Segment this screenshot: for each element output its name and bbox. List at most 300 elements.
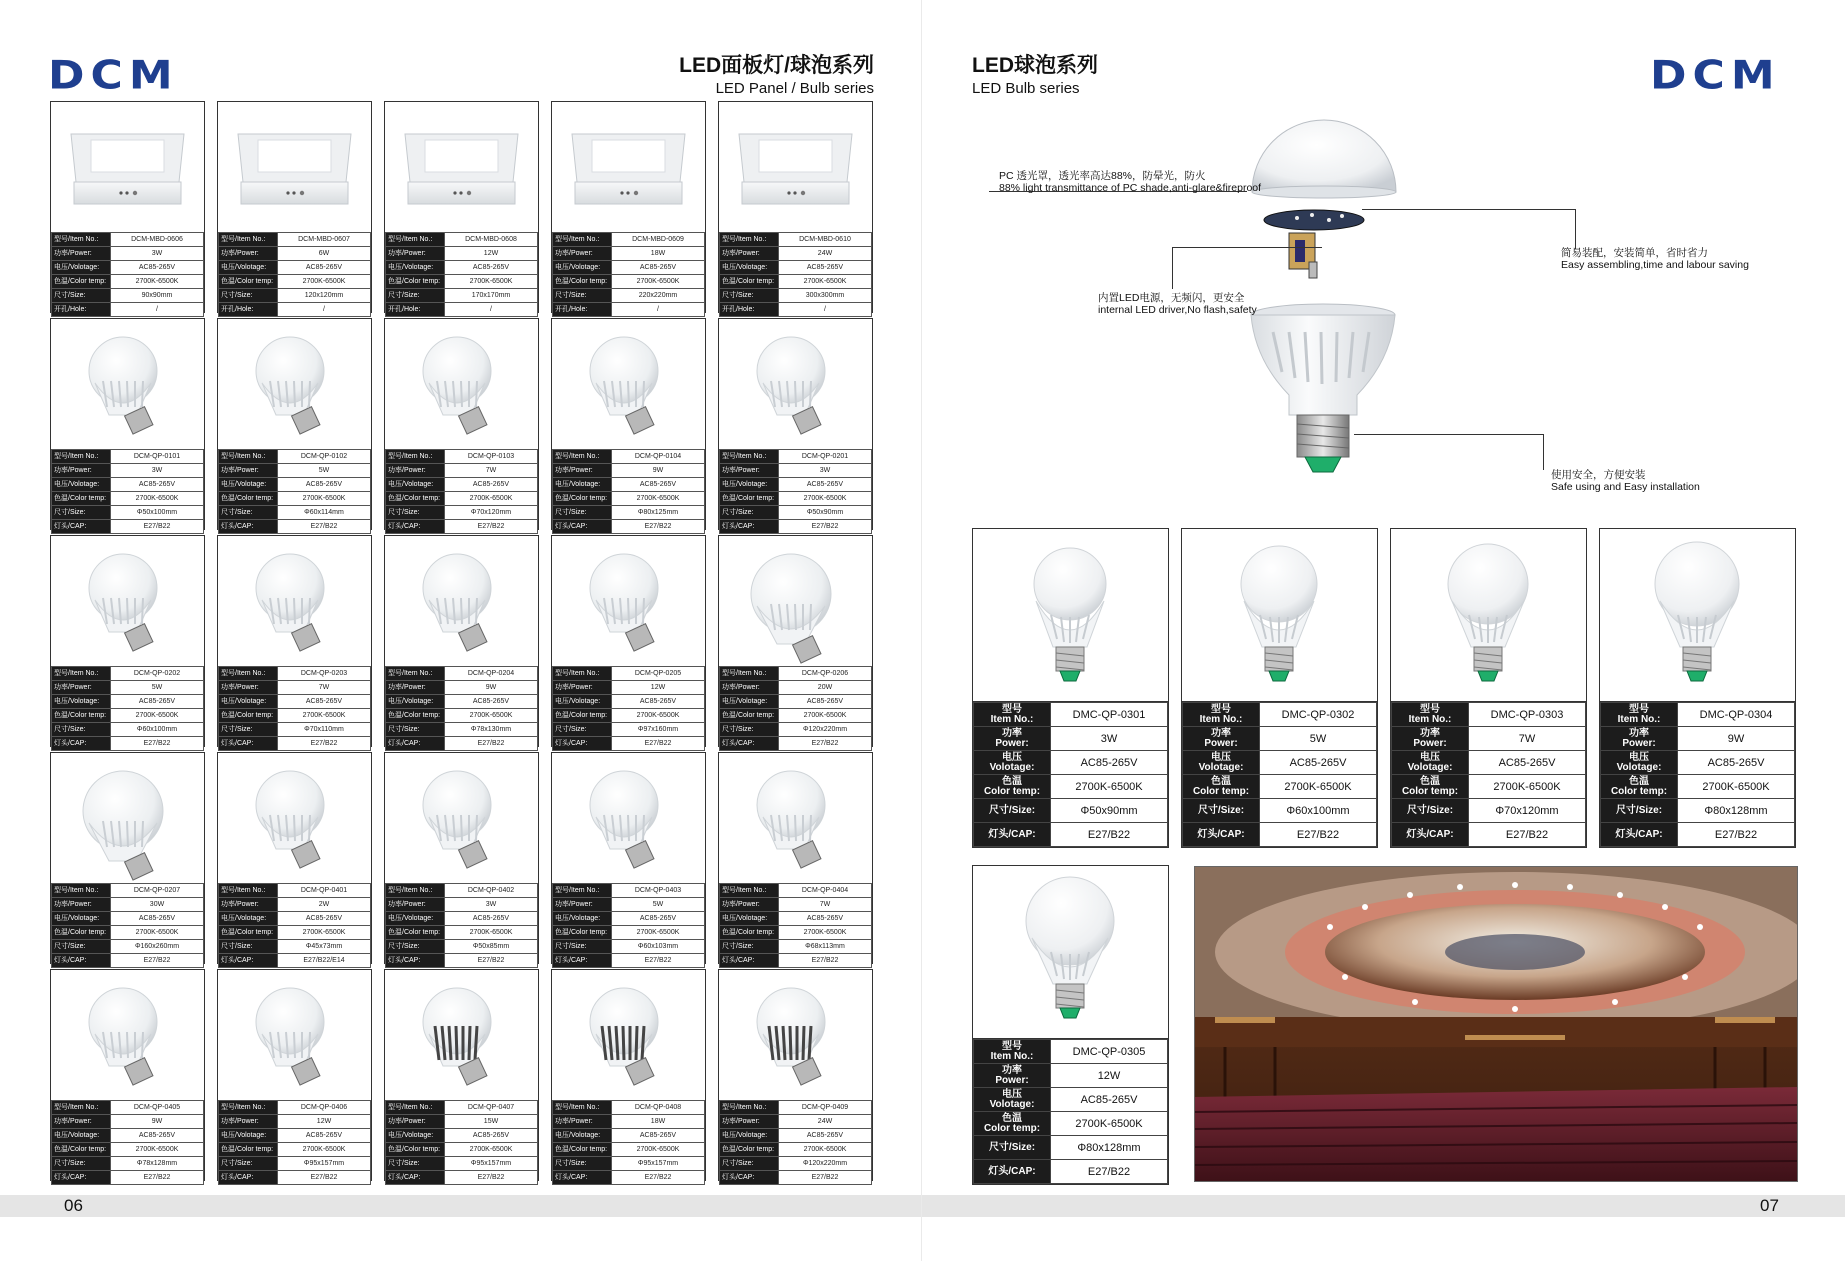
spec-label: 电压/Volotage: — [386, 695, 445, 709]
spec-value: 2700K-6500K — [779, 926, 872, 940]
spec-label — [1183, 727, 1260, 751]
spec-label: 型号/Item No.: — [720, 667, 779, 681]
spec-label: 灯头/CAP: — [720, 737, 779, 751]
spec-label: 尺寸/Size: — [219, 723, 278, 737]
bulb-image — [719, 753, 872, 881]
spec-value: 220x220mm — [612, 289, 705, 303]
product-card — [718, 535, 873, 747]
spec-value: Φ78x130mm — [445, 723, 538, 737]
spec-label-line: 尺寸/Size: — [1197, 804, 1245, 816]
spec-value: Φ95x157mm — [445, 1157, 538, 1171]
spec-label: 灯头/CAP: — [219, 520, 278, 534]
spec-label: 尺寸/Size: — [553, 1157, 612, 1171]
spec-table — [719, 883, 872, 968]
bulb-image — [51, 970, 204, 1098]
spec-value: 2700K-6500K — [612, 926, 705, 940]
spec-label: 灯头/CAP: — [553, 737, 612, 751]
spec-label: 功率/Power: — [219, 464, 278, 478]
bulb-image — [552, 970, 705, 1098]
spec-value: 6W — [278, 247, 371, 261]
spec-value: AC85-265V — [111, 261, 204, 275]
bulb-image — [385, 536, 538, 664]
spec-value: 2700K-6500K — [612, 1143, 705, 1157]
spec-value: Φ60x114mm — [278, 506, 371, 520]
spec-label — [974, 1136, 1051, 1160]
spec-value: Φ50x100mm — [111, 506, 204, 520]
leader-line — [1354, 434, 1544, 435]
spec-value: DCM-QP-0204 — [445, 667, 538, 681]
spec-value: 7W — [779, 898, 872, 912]
spec-value: E27/B22 — [779, 954, 872, 968]
spec-value: 2W — [278, 898, 371, 912]
spec-label-line: 型号 — [1211, 703, 1231, 715]
spec-label-line: 灯头/CAP: — [1406, 828, 1454, 840]
spec-label-line: 电压 — [1002, 1088, 1022, 1100]
spec-value: 2700K-6500K — [278, 926, 371, 940]
spec-label — [974, 1160, 1051, 1184]
spec-value: Φ50x90mm — [1051, 799, 1168, 823]
bulb-image — [973, 866, 1168, 1039]
spec-value: AC85-265V — [612, 695, 705, 709]
spec-label: 电压/Volotage: — [52, 912, 111, 926]
spec-label — [1183, 751, 1260, 775]
left-page — [0, 0, 922, 1261]
spec-label: 型号/Item No.: — [720, 1101, 779, 1115]
spec-label — [1601, 751, 1678, 775]
panel-light-image — [719, 102, 872, 230]
spec-label: 型号/Item No.: — [553, 1101, 612, 1115]
spec-label-line: 功率 — [1002, 1064, 1022, 1076]
spec-label-line: Power: — [995, 737, 1029, 749]
spec-label: 尺寸/Size: — [52, 940, 111, 954]
bulb-image — [218, 970, 371, 1098]
spec-value: E27/B22 — [1051, 823, 1168, 847]
spec-label: 功率/Power: — [386, 681, 445, 695]
product-card — [551, 969, 706, 1181]
spec-label: 功率/Power: — [386, 898, 445, 912]
spec-value: E27/B22 — [445, 520, 538, 534]
product-card — [217, 969, 372, 1181]
spec-label: 尺寸/Size: — [720, 1157, 779, 1171]
spec-label: 尺寸/Size: — [219, 506, 278, 520]
panel-light-image — [218, 102, 371, 230]
spec-value: DMC-QP-0305 — [1051, 1040, 1168, 1064]
spec-label: 型号/Item No.: — [52, 667, 111, 681]
spec-table — [719, 666, 872, 751]
spec-value: AC85-265V — [445, 1129, 538, 1143]
spec-label — [1183, 823, 1260, 847]
spec-label — [1601, 727, 1678, 751]
spec-value: AC85-265V — [612, 912, 705, 926]
spec-value: AC85-265V — [278, 912, 371, 926]
leader-line — [1543, 434, 1544, 470]
spec-value: 24W — [779, 1115, 872, 1129]
spec-value: E27/B22 — [1469, 823, 1586, 847]
spec-label: 电压/Volotage: — [52, 1129, 111, 1143]
spec-value: 2700K-6500K — [1260, 775, 1377, 799]
spec-label-line: Volotage: — [989, 1098, 1035, 1110]
spec-value: E27/B22 — [111, 954, 204, 968]
spec-label-line: 色温 — [1002, 1112, 1022, 1124]
product-card — [50, 969, 205, 1181]
spec-value: Φ80x125mm — [612, 506, 705, 520]
page-title-cn: LED球泡系列 — [972, 54, 1098, 77]
assembly-feature-cn: 简易装配，安装简单，省时省力 — [1561, 247, 1708, 259]
spec-label — [1183, 799, 1260, 823]
bulb-image — [719, 970, 872, 1098]
spec-value: DCM-QP-0407 — [445, 1101, 538, 1115]
spec-label: 尺寸/Size: — [553, 940, 612, 954]
spec-value: DCM-QP-0404 — [779, 884, 872, 898]
spec-label: 灯头/CAP: — [52, 954, 111, 968]
spec-label: 型号/Item No.: — [386, 1101, 445, 1115]
spec-label: 尺寸/Size: — [386, 723, 445, 737]
spec-label-line: Volotage: — [1616, 761, 1662, 773]
spec-value: 9W — [612, 464, 705, 478]
spec-label: 灯头/CAP: — [720, 1171, 779, 1185]
spec-value: AC85-265V — [1678, 751, 1795, 775]
spec-label-line: 电压 — [1629, 751, 1649, 763]
spec-label: 开孔/Hole: — [219, 303, 278, 317]
spec-label: 型号/Item No.: — [52, 233, 111, 247]
spec-label: 色温/Color temp: — [52, 926, 111, 940]
spec-label: 尺寸/Size: — [720, 289, 779, 303]
spec-label: 电压/Volotage: — [52, 695, 111, 709]
spec-value: 12W — [1051, 1064, 1168, 1088]
spec-value: 2700K-6500K — [445, 709, 538, 723]
spec-label-line: Power: — [1204, 737, 1238, 749]
spec-value: DCM-QP-0408 — [612, 1101, 705, 1115]
product-card — [384, 752, 539, 964]
spec-label: 功率/Power: — [553, 464, 612, 478]
spec-label-line: Item No.: — [990, 713, 1034, 725]
spec-value: DMC-QP-0301 — [1051, 703, 1168, 727]
spec-value: E27/B22 — [445, 737, 538, 751]
spec-value: 2700K-6500K — [445, 926, 538, 940]
spec-label-line: Volotage: — [1407, 761, 1453, 773]
safety-feature-en: Safe using and Easy installation — [1551, 481, 1700, 493]
spec-value: DCM-QP-0402 — [445, 884, 538, 898]
spec-value: Φ80x128mm — [1051, 1136, 1168, 1160]
spec-value: E27/B22 — [445, 954, 538, 968]
spec-label-line: 功率 — [1420, 727, 1440, 739]
spec-value: E27/B22 — [779, 1171, 872, 1185]
spec-label-line: 电压 — [1420, 751, 1440, 763]
spec-value: AC85-265V — [779, 1129, 872, 1143]
spec-table — [552, 449, 705, 534]
bulb-image — [218, 319, 371, 447]
spec-value: AC85-265V — [278, 695, 371, 709]
spec-label: 电压/Volotage: — [553, 478, 612, 492]
spec-label-line: 型号 — [1002, 1040, 1022, 1052]
spec-label: 电压/Volotage: — [219, 478, 278, 492]
spec-value: E27/B22 — [445, 1171, 538, 1185]
spec-label-line: Item No.: — [1408, 713, 1452, 725]
spec-value: AC85-265V — [779, 695, 872, 709]
spec-label: 电压/Volotage: — [720, 261, 779, 275]
bulb-image — [552, 536, 705, 664]
spec-label: 功率/Power: — [219, 681, 278, 695]
spec-label: 灯头/CAP: — [386, 1171, 445, 1185]
spec-label: 灯头/CAP: — [52, 1171, 111, 1185]
spec-value: 2700K-6500K — [445, 492, 538, 506]
spec-value: 5W — [612, 898, 705, 912]
spec-label-line: Volotage: — [989, 761, 1035, 773]
spec-value: 2700K-6500K — [779, 1143, 872, 1157]
spec-value: 2700K-6500K — [111, 709, 204, 723]
spec-label: 功率/Power: — [219, 898, 278, 912]
spec-label: 功率/Power: — [219, 247, 278, 261]
driver-feature-cn: 内置LED电源，无频闪，更安全 — [1098, 292, 1245, 304]
spec-label-line: Power: — [995, 1074, 1029, 1086]
spec-label-line: 色温 — [1211, 775, 1231, 787]
spec-label: 色温/Color temp: — [720, 1143, 779, 1157]
spec-value: 2700K-6500K — [278, 709, 371, 723]
spec-value: 9W — [445, 681, 538, 695]
leader-line — [1172, 247, 1322, 248]
spec-value: 120x120mm — [278, 289, 371, 303]
spec-label: 灯头/CAP: — [720, 954, 779, 968]
bulb-image — [1182, 529, 1377, 702]
spec-value: 7W — [445, 464, 538, 478]
spec-value: DCM-QP-0207 — [111, 884, 204, 898]
spec-label: 型号/Item No.: — [52, 1101, 111, 1115]
spec-value: DCM-QP-0205 — [612, 667, 705, 681]
spec-label: 型号/Item No.: — [553, 884, 612, 898]
spec-value: AC85-265V — [1469, 751, 1586, 775]
spec-table — [552, 883, 705, 968]
spec-label-line: 功率 — [1629, 727, 1649, 739]
spec-label: 色温/Color temp: — [219, 275, 278, 289]
spec-value: DCM-MBD-0608 — [445, 233, 538, 247]
spec-label: 尺寸/Size: — [219, 1157, 278, 1171]
spec-label: 色温/Color temp: — [720, 275, 779, 289]
spec-label: 色温/Color temp: — [720, 492, 779, 506]
spec-label: 电压/Volotage: — [553, 261, 612, 275]
spec-label: 灯头/CAP: — [52, 737, 111, 751]
spec-value: Φ45x73mm — [278, 940, 371, 954]
bulb-image — [385, 970, 538, 1098]
spec-label: 尺寸/Size: — [720, 940, 779, 954]
spec-table — [385, 232, 538, 317]
spec-value: 24W — [779, 247, 872, 261]
spec-value: 2700K-6500K — [1469, 775, 1586, 799]
spec-table — [552, 666, 705, 751]
spec-table — [51, 232, 204, 317]
spec-value: E27/B22 — [612, 954, 705, 968]
spec-value: 2700K-6500K — [111, 926, 204, 940]
spec-label: 功率/Power: — [52, 681, 111, 695]
product-card — [551, 101, 706, 313]
bulb-image — [51, 536, 204, 664]
featured-product-card — [1390, 528, 1587, 848]
spec-label: 电压/Volotage: — [219, 695, 278, 709]
spec-label: 电压/Volotage: — [553, 695, 612, 709]
spec-label — [974, 1088, 1051, 1112]
spec-value: 30W — [111, 898, 204, 912]
spec-label: 灯头/CAP: — [720, 520, 779, 534]
spec-value: 2700K-6500K — [278, 1143, 371, 1157]
spec-value: 2700K-6500K — [278, 275, 371, 289]
spec-label — [974, 1040, 1051, 1064]
spec-label: 色温/Color temp: — [219, 709, 278, 723]
spec-label-line: 型号 — [1420, 703, 1440, 715]
spec-label: 功率/Power: — [52, 898, 111, 912]
spec-label: 色温/Color temp: — [52, 275, 111, 289]
spec-label-line: 色温 — [1420, 775, 1440, 787]
spec-label: 电压/Volotage: — [720, 1129, 779, 1143]
spec-label: 功率/Power: — [553, 1115, 612, 1129]
spec-label-line: 灯头/CAP: — [1615, 828, 1663, 840]
spec-label: 电压/Volotage: — [386, 478, 445, 492]
spec-value: 15W — [445, 1115, 538, 1129]
spec-label — [1601, 775, 1678, 799]
leader-line — [1362, 209, 1576, 210]
spec-table — [218, 232, 371, 317]
spec-label — [974, 727, 1051, 751]
spec-value: 2700K-6500K — [111, 1143, 204, 1157]
product-card — [384, 535, 539, 747]
shade-feature-en: 88% light transmittance of PC shade,anti-glare&fireproof — [999, 182, 1262, 194]
spec-label: 型号/Item No.: — [52, 450, 111, 464]
spec-value: 170x170mm — [445, 289, 538, 303]
spec-label — [974, 775, 1051, 799]
spec-value: 2700K-6500K — [445, 1143, 538, 1157]
spec-label — [974, 703, 1051, 727]
spec-label: 尺寸/Size: — [720, 506, 779, 520]
spec-label: 尺寸/Size: — [720, 723, 779, 737]
spec-label: 功率/Power: — [720, 464, 779, 478]
spec-table — [385, 666, 538, 751]
spec-value: / — [278, 303, 371, 317]
spec-value: AC85-265V — [111, 912, 204, 926]
spec-value: Φ95x157mm — [612, 1157, 705, 1171]
spec-label-line: Power: — [1413, 737, 1447, 749]
spec-value: 12W — [445, 247, 538, 261]
spec-label — [1392, 703, 1469, 727]
spec-table — [1391, 702, 1586, 847]
spec-label: 功率/Power: — [52, 464, 111, 478]
spec-value: Φ120x220mm — [779, 1157, 872, 1171]
product-card — [50, 101, 205, 313]
spec-label: 功率/Power: — [720, 681, 779, 695]
spec-label-line: Volotage: — [1198, 761, 1244, 773]
featured-product-card — [1181, 528, 1378, 848]
spec-value: AC85-265V — [111, 695, 204, 709]
spec-label: 灯头/CAP: — [219, 1171, 278, 1185]
brand-logo: DCM — [1650, 52, 1781, 99]
spec-value: Φ120x220mm — [779, 723, 872, 737]
spec-value: 12W — [612, 681, 705, 695]
page-title-en: LED Bulb series — [972, 80, 1080, 97]
bulb-image — [719, 319, 872, 447]
spec-value: / — [779, 303, 872, 317]
spec-label: 尺寸/Size: — [386, 289, 445, 303]
spec-value: 2700K-6500K — [278, 492, 371, 506]
product-card — [551, 535, 706, 747]
spec-value: 9W — [1678, 727, 1795, 751]
leader-line — [1575, 209, 1576, 249]
bulb-image — [385, 319, 538, 447]
bulb-image — [51, 753, 204, 881]
spec-value: AC85-265V — [445, 261, 538, 275]
spec-value: 90x90mm — [111, 289, 204, 303]
spec-value: 7W — [278, 681, 371, 695]
spec-label: 尺寸/Size: — [52, 506, 111, 520]
spec-label: 型号/Item No.: — [386, 667, 445, 681]
spec-value: AC85-265V — [779, 261, 872, 275]
spec-value: DCM-MBD-0607 — [278, 233, 371, 247]
spec-value: 2700K-6500K — [779, 275, 872, 289]
spec-label-line: 色温 — [1629, 775, 1649, 787]
spec-value: 2700K-6500K — [612, 275, 705, 289]
spec-value: 5W — [278, 464, 371, 478]
product-card — [50, 318, 205, 530]
spec-value: DCM-QP-0104 — [612, 450, 705, 464]
spec-label — [1601, 823, 1678, 847]
product-card — [217, 752, 372, 964]
spec-table — [385, 1100, 538, 1185]
product-card — [217, 535, 372, 747]
featured-product-card — [1599, 528, 1796, 848]
spec-label: 色温/Color temp: — [553, 1143, 612, 1157]
spec-table — [719, 232, 872, 317]
spec-label: 型号/Item No.: — [386, 884, 445, 898]
spec-value: / — [445, 303, 538, 317]
spec-label: 色温/Color temp: — [553, 709, 612, 723]
spec-label: 色温/Color temp: — [386, 492, 445, 506]
spec-label: 型号/Item No.: — [720, 450, 779, 464]
spec-value: AC85-265V — [779, 912, 872, 926]
spec-value: 5W — [1260, 727, 1377, 751]
spec-label-line: 灯头/CAP: — [988, 828, 1036, 840]
bulb-image — [51, 319, 204, 447]
spec-label: 尺寸/Size: — [386, 940, 445, 954]
spec-label — [974, 799, 1051, 823]
spec-label: 尺寸/Size: — [386, 1157, 445, 1171]
spec-value: AC85-265V — [278, 1129, 371, 1143]
spec-value: 2700K-6500K — [779, 492, 872, 506]
spec-value: / — [612, 303, 705, 317]
spec-label: 电压/Volotage: — [52, 261, 111, 275]
spec-label: 色温/Color temp: — [386, 926, 445, 940]
spec-table — [385, 883, 538, 968]
spec-value: 3W — [111, 247, 204, 261]
spec-table — [218, 883, 371, 968]
spec-label: 尺寸/Size: — [553, 506, 612, 520]
spec-value: AC85-265V — [1051, 751, 1168, 775]
bulb-image — [552, 753, 705, 881]
spec-label: 功率/Power: — [386, 1115, 445, 1129]
spec-value: AC85-265V — [1051, 1088, 1168, 1112]
spec-label — [1601, 703, 1678, 727]
spec-value: Φ80x128mm — [1678, 799, 1795, 823]
spec-label: 尺寸/Size: — [52, 723, 111, 737]
panel-light-image — [51, 102, 204, 230]
spec-label-line: Item No.: — [1617, 713, 1661, 725]
spec-label — [1392, 799, 1469, 823]
spec-value: AC85-265V — [445, 912, 538, 926]
spec-value: Φ70x120mm — [445, 506, 538, 520]
spec-value: 2700K-6500K — [445, 275, 538, 289]
auditorium-photo — [1194, 866, 1798, 1182]
footer-bar — [922, 1195, 1845, 1217]
spec-label: 型号/Item No.: — [219, 233, 278, 247]
spec-label-line: Color temp: — [1610, 785, 1668, 797]
spec-label: 功率/Power: — [553, 898, 612, 912]
spec-label — [974, 751, 1051, 775]
spec-value: Φ70x120mm — [1469, 799, 1586, 823]
